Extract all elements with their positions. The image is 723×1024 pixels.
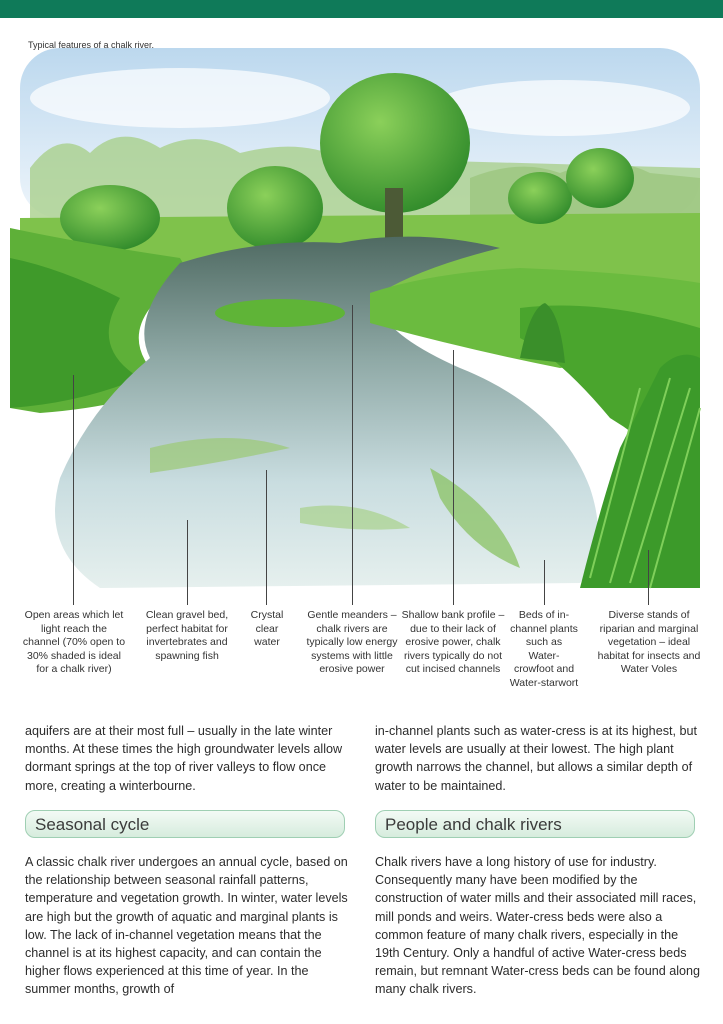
leader-line-shallow-bank: [453, 350, 454, 605]
heading-seasonal-cycle: Seasonal cycle: [25, 810, 345, 838]
heading-people-and-chalk-rivers: People and chalk rivers: [375, 810, 695, 838]
label-gravel-bed: Clean gravel bed, perfect habitat for invertebrates and spawning fish: [145, 609, 229, 662]
leader-line-in-channel-plants: [544, 560, 545, 605]
right-column-body: [375, 853, 701, 999]
top-banner: [0, 0, 723, 18]
label-in-channel-plants: Beds of in-channel plants such as Water-crowfoot and Water-starwort: [509, 609, 579, 689]
paragraph-winterbourne: aquifers are at their most full – usually in the late winter months. At these times the high groundwater levels allow dormant springs at the top of river valleys to flow once more, creating a winterbourne.: [25, 724, 343, 793]
paragraph-seasonal-cycle: A classic chalk river undergoes an annual cycle, based on the relationship between seasonal rainfall patterns, temperature and vegetation growth. In winter, water levels are high but the growth of aquatic and marginal plants is low. The lack of in-channel vegetation means that the channel is at its highest capacity, and can contain the higher flows experienced at this time of year. In the summer months, growth of: [25, 855, 348, 997]
right-column-intro: [375, 722, 701, 795]
paragraph-summer-growth: in-channel plants such as water-cress is at its highest, but water levels are usually at their lowest. The high plant growth narrows the channel, but allows a similar depth of water to be maintained.: [375, 724, 697, 793]
figure-caption: Typical features of a chalk river.: [28, 40, 155, 50]
label-open-areas: Open areas which let light reach the channel (70% open to 30% shaded is ideal for a chalk river): [22, 609, 126, 675]
label-meanders: Gentle meanders – chalk rivers are typically low energy systems with little erosive power: [306, 609, 398, 675]
label-shallow-bank: Shallow bank profile – due to their lack of erosive power, chalk rivers typically do not cut incised channels: [401, 609, 505, 675]
left-column-intro: [25, 722, 351, 795]
paragraph-people-and-chalk-rivers: Chalk rivers have a long history of use for industry. Consequently many have been modified by the construction of water mills and their associated mill races, mill ponds and weirs. Water-cress beds were also a common feature of many chalk rivers, especially in the 19th Century. Only a handful of active Water-cress beds remain, but remnant Water-cress beds can be found along many chalk rivers.: [375, 855, 701, 997]
leader-line-riparian: [648, 550, 649, 605]
leader-line-open-areas: [73, 375, 74, 605]
chalk-river-illustration: [0, 28, 723, 610]
label-riparian: Diverse stands of riparian and marginal vegetation – ideal habitat for insects and Water Voles: [597, 609, 701, 675]
label-clear-water: Crystal clear water: [250, 609, 284, 648]
leader-line-gravel-bed: [187, 520, 188, 605]
left-column-body: [25, 853, 351, 999]
leader-line-clear-water: [266, 470, 267, 605]
leader-line-meanders: [352, 305, 353, 605]
